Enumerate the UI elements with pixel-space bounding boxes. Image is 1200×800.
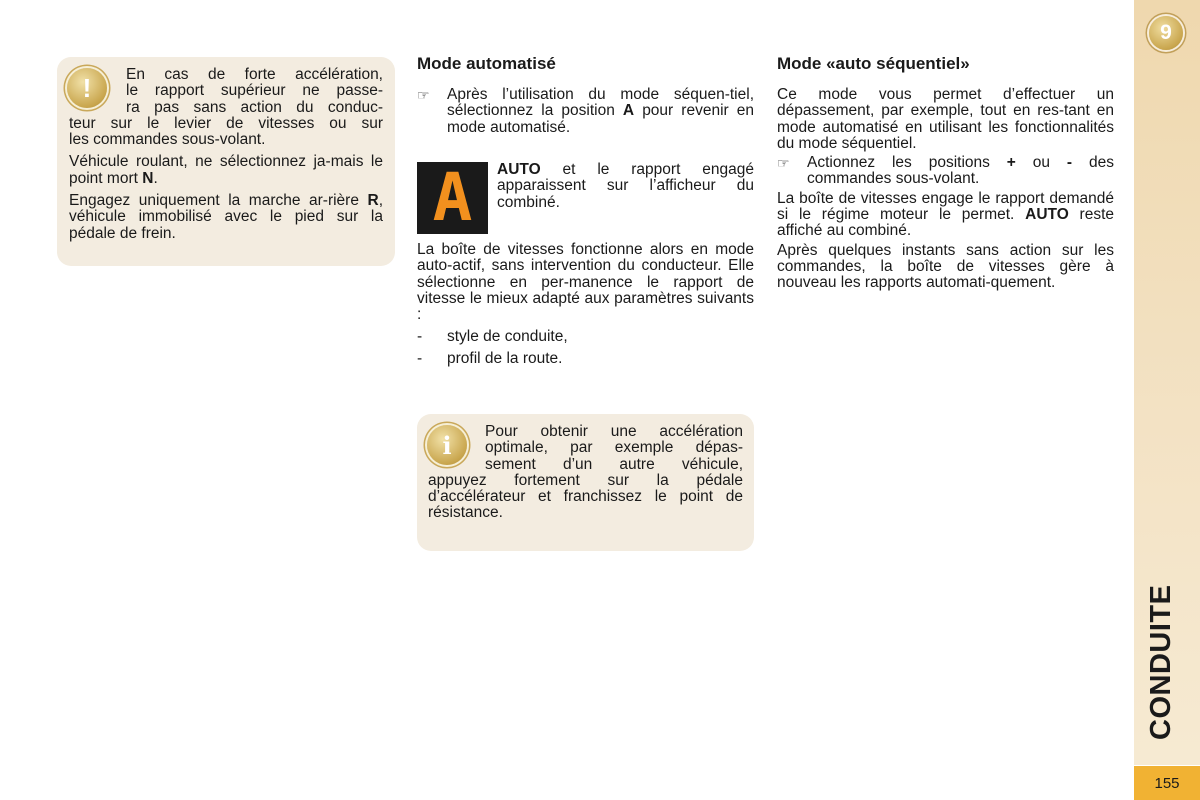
bullet-item: ☞ Après l’utilisation du mode séquen-tiel, sélectionnez la position A pour revenir en mode automatisé. [417,86,754,136]
warning-line: ra pas sans action du conduc- [126,98,383,116]
body-paragraph: Ce mode vous permet d’effectuer un dépassement, par exemple, tout en res-tant en mode automatisé en utilisant les fonctionnalités du mode séquentiel. [777,86,1114,152]
chapter-number-badge: 9 [1149,16,1183,50]
pointing-hand-icon: ☞ [777,155,790,172]
warning-line: les commandes sous-volant. [69,131,266,149]
pointing-hand-icon: ☞ [417,87,430,103]
info-line: appuyez fortement sur la pédale d’accélérateur et franchissez le point de résistance. [428,471,743,522]
warning-line: teur sur le levier de vitesses ou sur [69,114,383,132]
info-line: sement d’un autre véhicule, [485,455,743,473]
info-line: optimale, par exemple dépas- [485,439,743,457]
warning-reverse-paragraph: Engagez uniquement la marche ar-rière R, véhicule immobilisé avec le pied sur la pédale de frein. [69,192,383,242]
auto-display-caption: AUTO et le rapport engagé apparaissent sur l’afficheur du combiné. [497,161,754,211]
info-line: Pour obtenir une accélération [485,423,743,440]
body-paragraph: La boîte de vitesses fonctionne alors en mode auto-actif, sans intervention du conducteur. Elle sélectionne en per-manence le rapport de vitesse le mieux adapté aux paramètres suivants : [417,241,754,324]
warning-text [69,67,383,248]
warning-neutral-paragraph: Véhicule roulant, ne sélectionnez ja-mais le point mort N. [69,153,383,187]
body-paragraph: Après quelques instants sans action sur les commandes, la boîte de vitesses gère à nouveau les rapports automati-quement. [777,241,1114,292]
list-item: - profil de la route. [417,349,563,367]
section-title-automatise: Mode automatisé [417,54,556,73]
exclamation-icon: ! [67,68,107,108]
page-number: 155 [1134,766,1200,800]
middle-body [417,242,754,367]
bullet-item: ☞ Actionnez les positions + ou - des commandes sous-volant. [777,154,1114,188]
right-body [777,87,1114,295]
info-icon: i [427,425,467,465]
section-title-auto-sequentiel: Mode «auto séquentiel» [777,54,970,73]
chapter-label: CONDUITE [1145,584,1177,740]
warning-line: En cas de forte accélération, [126,66,383,83]
list-item: - style de conduite, [417,328,568,346]
body-paragraph: La boîte de vitesses engage le rapport demandé si le régime moteur le permet. AUTO reste affiché au combiné. [777,189,1114,240]
gear-display-image: A [417,162,488,234]
info-text [428,424,743,522]
warning-line: le rapport supérieur ne passe- [126,82,383,100]
